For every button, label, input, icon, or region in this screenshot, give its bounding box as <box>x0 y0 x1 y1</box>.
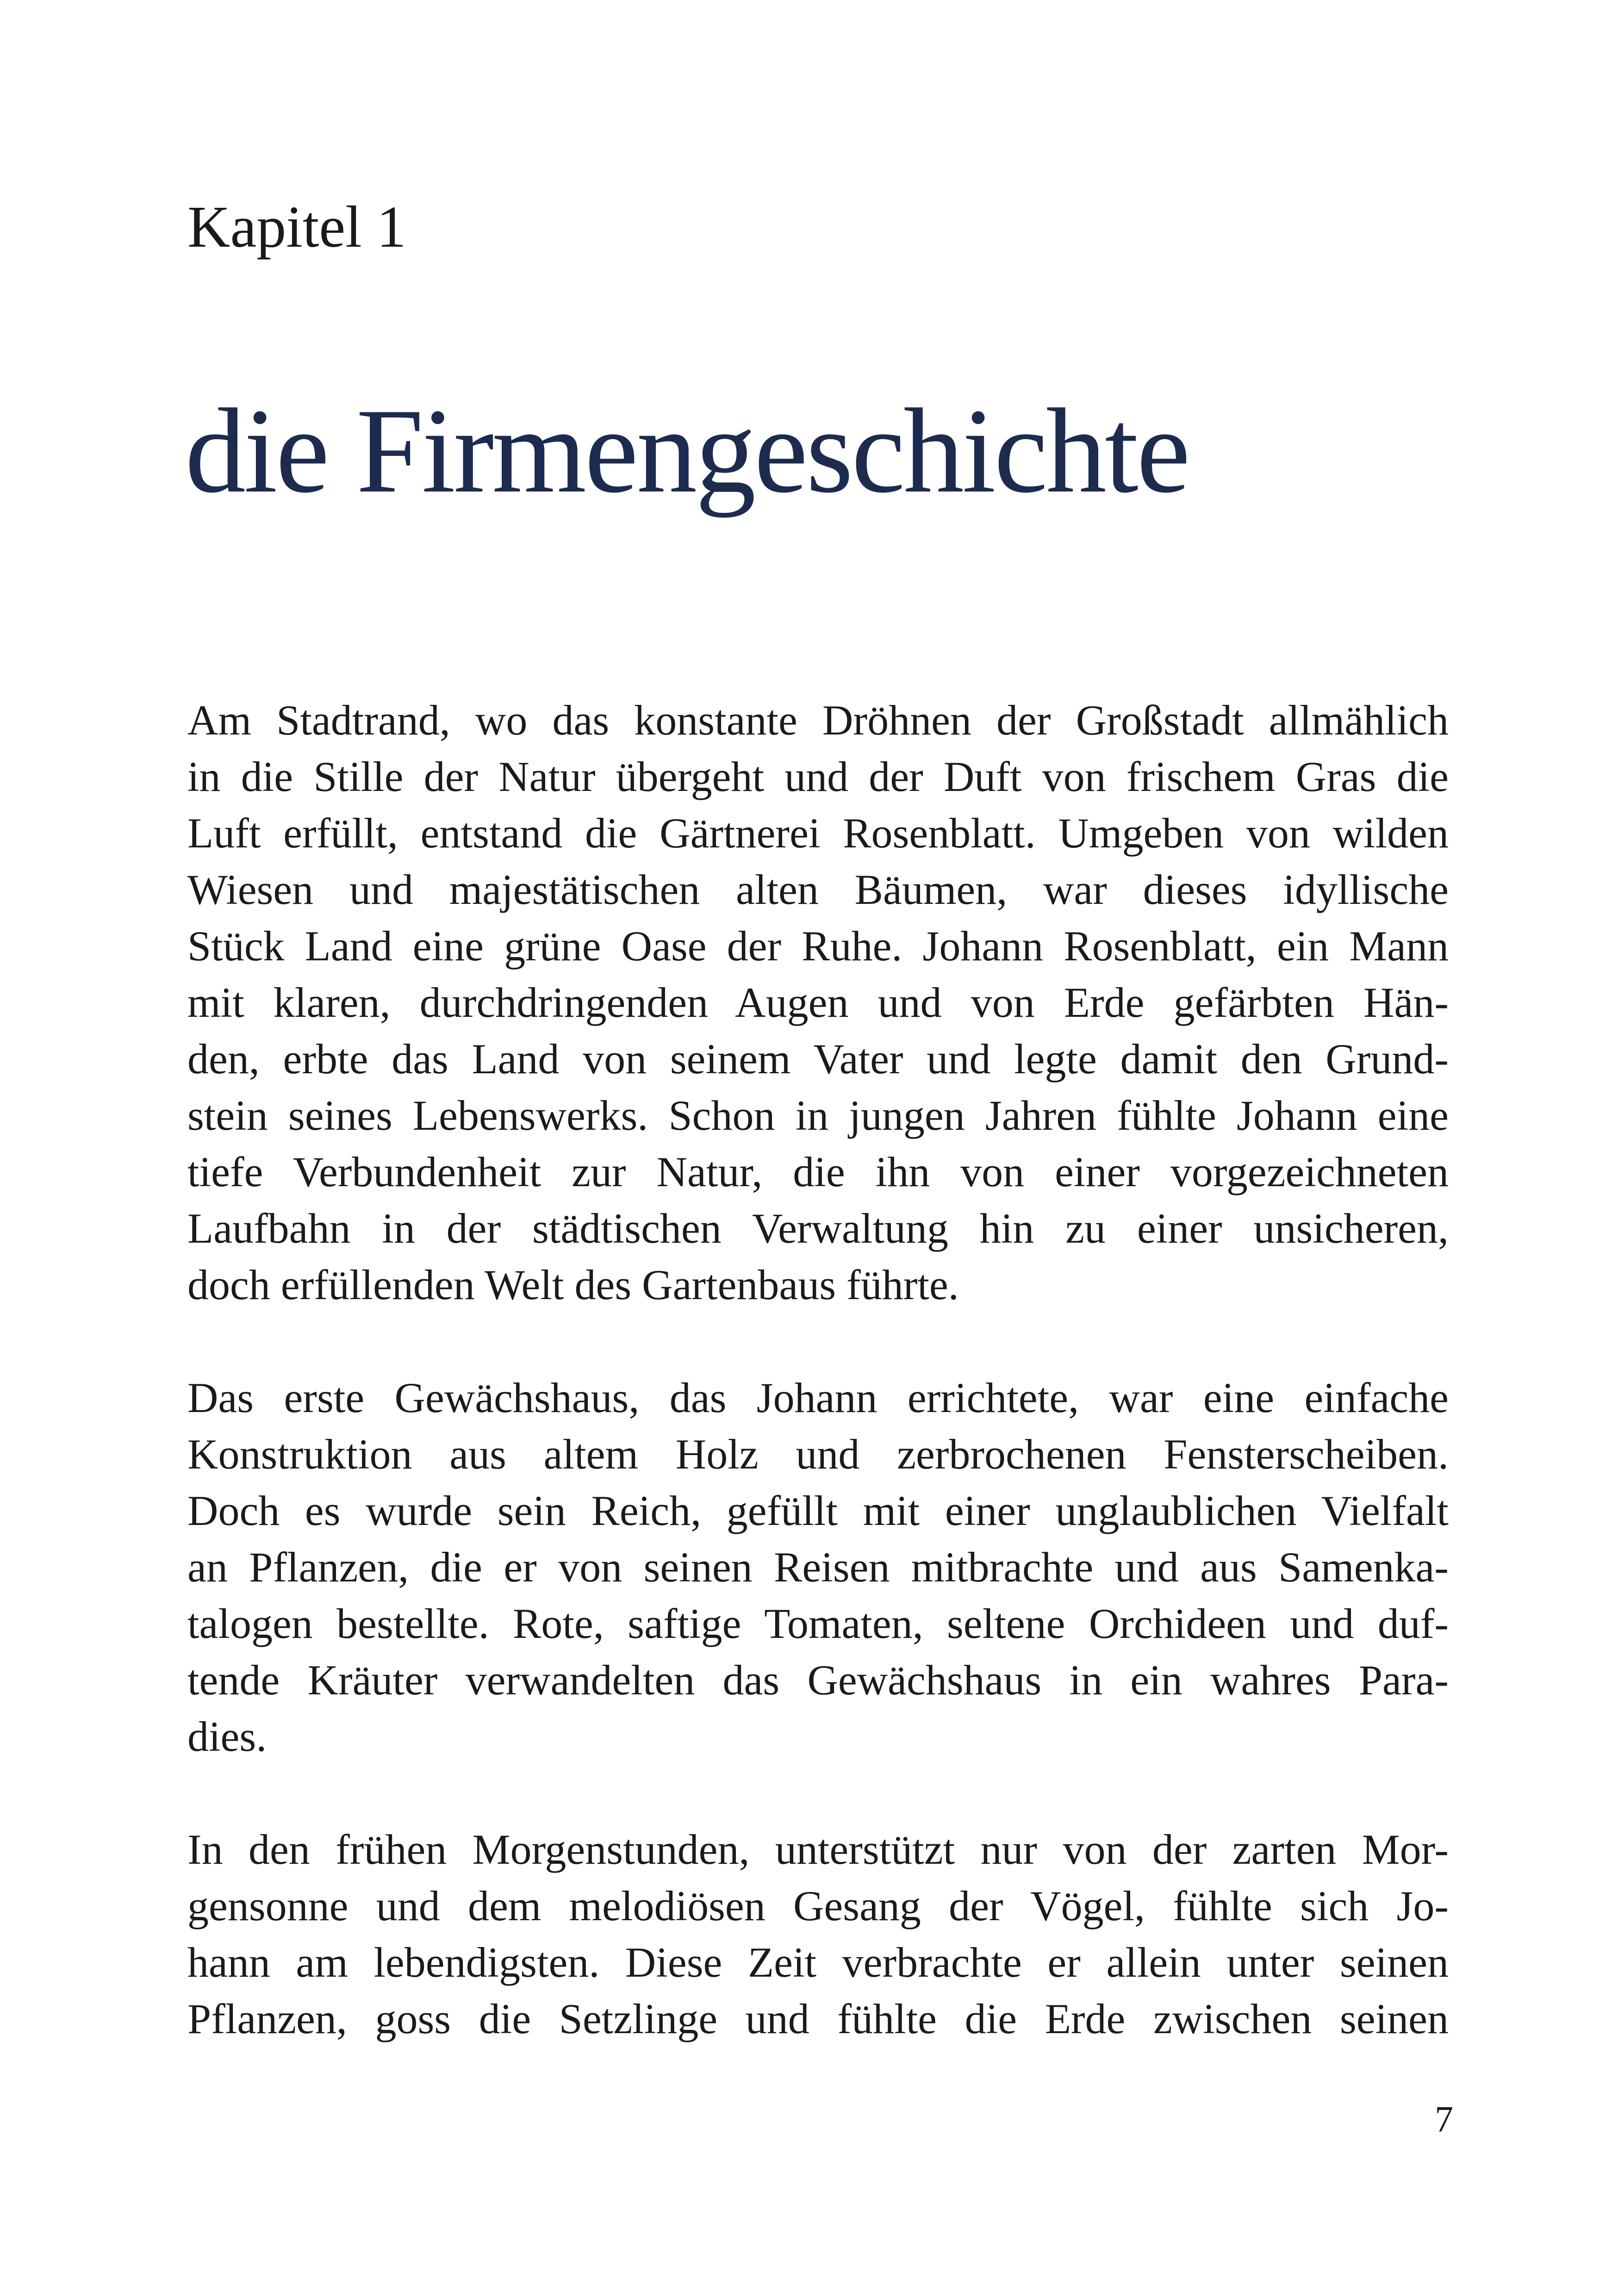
text-line: Das erste Gewächshaus, das Johann errichtete, war eine einfache <box>187 1374 1449 1421</box>
text-line: Konstruktion aus altem Holz und zerbrochenen Fensterscheiben. <box>187 1431 1449 1478</box>
text-line: talogen bestellte. Rote, saftige Tomaten, seltene Orchideen und duf- <box>187 1600 1449 1647</box>
text-line: Doch es wurde sein Reich, gefüllt mit einer unglaublichen Vielfalt <box>187 1487 1449 1534</box>
text-line: hann am lebendigsten. Diese Zeit verbrachte er allein unter seinen <box>187 1939 1449 1986</box>
paragraph-1 <box>187 692 1449 1313</box>
paragraph-3 <box>187 1821 1449 2047</box>
text-line: mit klaren, durchdringenden Augen und von Erde gefärbten Hän- <box>187 979 1449 1026</box>
text-line: tende Kräuter verwandelten das Gewächshaus in ein wahres Para- <box>187 1656 1449 1704</box>
text-line: dies. <box>187 1713 267 1760</box>
text-line: Stück Land eine grüne Oase der Ruhe. Johann Rosenblatt, ein Mann <box>187 922 1449 970</box>
body-text <box>187 692 1449 2103</box>
text-line: stein seines Lebenswerks. Schon in jungen Jahren fühlte Johann eine <box>187 1092 1449 1139</box>
text-line: Laufbahn in der städtischen Verwaltung hin zu einer unsicheren, <box>187 1205 1449 1252</box>
text-line: Luft erfüllt, entstand die Gärtnerei Rosenblatt. Umgeben von wilden <box>187 809 1449 857</box>
chapter-label: Kapitel 1 <box>187 194 406 260</box>
text-line: Pflanzen, goss die Setzlinge und fühlte die Erde zwischen seinen <box>187 1995 1449 2042</box>
text-line: In den frühen Morgenstunden, unterstützt nur von der zarten Mor- <box>187 1826 1449 1873</box>
text-line: gensonne und dem melodiösen Gesang der Vögel, fühlte sich Jo- <box>187 1882 1449 1929</box>
text-line: Wiesen und majestätischen alten Bäumen, war dieses idyllische <box>187 866 1449 913</box>
text-line: in die Stille der Natur übergeht und der Duft von frischem Gras die <box>187 753 1449 800</box>
text-line: den, erbte das Land von seinem Vater und legte damit den Grund- <box>187 1035 1449 1083</box>
paragraph-2 <box>187 1369 1449 1765</box>
text-line: doch erfüllenden Welt des Gartenbaus führte. <box>187 1261 959 1308</box>
text-line: Am Stadtrand, wo das konstante Dröhnen der Großstadt allmählich <box>187 697 1449 744</box>
text-line: tiefe Verbundenheit zur Natur, die ihn von einer vorgezeichneten <box>187 1148 1449 1195</box>
text-line: an Pflanzen, die er von seinen Reisen mitbrachte und aus Samenka- <box>187 1543 1449 1591</box>
chapter-title: die Firmengeschichte <box>185 384 1189 518</box>
page-number: 7 <box>1435 2099 1453 2140</box>
